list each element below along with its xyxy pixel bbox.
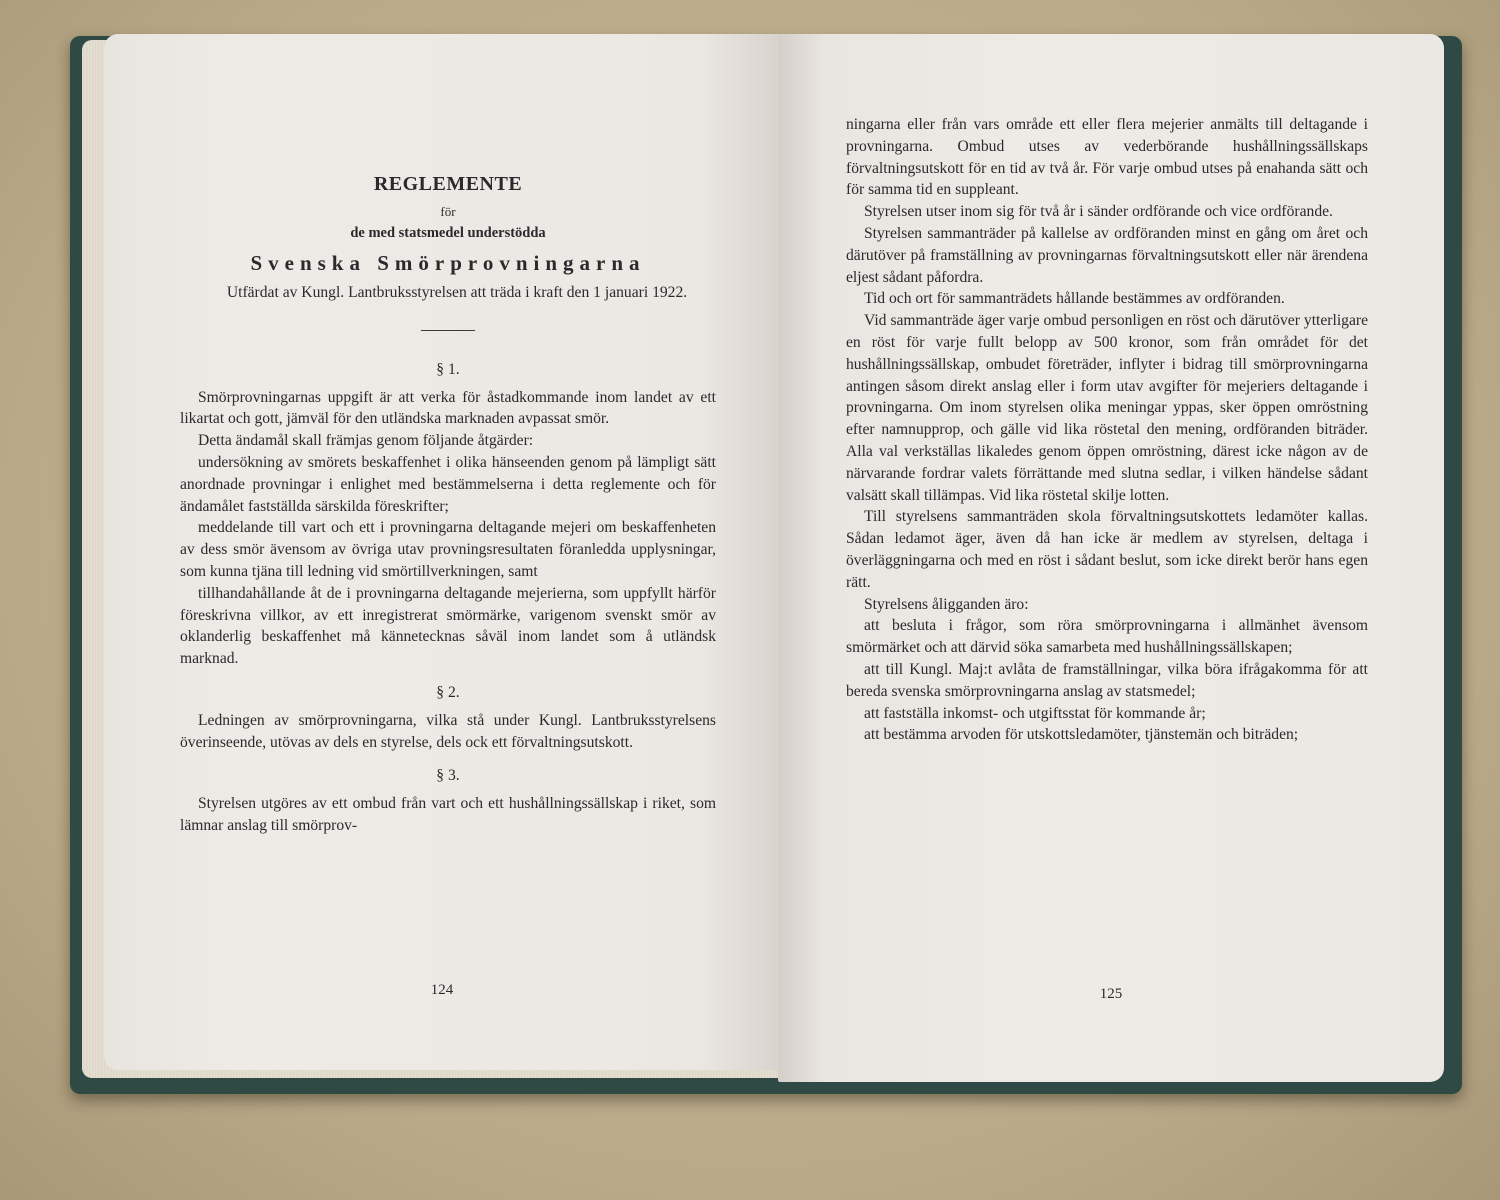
right-paragraph: ningarna eller från vars område ett eller flera mejerier anmälts till deltagande i provningarna. Ombud utses av vederbörande hushållningssällskaps förvaltningsutskott för en tid av två år. För varje ombud utses på enahanda sätt och för samma tid en suppleant. [846,116,1368,199]
right-paragraph: att fastställa inkomst- och utgiftsstat för kommande år; [864,704,1206,722]
right-page [778,34,1444,1082]
section-2-paragraph: Ledningen av smörprovningarna, vilka stå under Kungl. Lantbruksstyrelsens överinseende, utövas av dels en styrelse, dels ock ett förvaltningsutskott. [180,711,716,751]
section-1-paragraph: Detta ändamål skall främjas genom följande åtgärder: [198,432,534,450]
right-paragraph: Styrelsen utser inom sig för två år i sänder ordförande och vice ordförande. [864,203,1333,221]
right-paragraph: Till styrelsens sammanträden skola förvaltningsutskottets ledamöter kallas. Sådan ledamot äger, även då han icke är medlem av styrelsen, deltaga i överläggningarna och med en röst i sådant beslut, som icke direkt berör hans egen rätt. [846,508,1368,591]
left-page [104,34,780,1070]
right-paragraph: Styrelsens åligganden äro: [864,595,1029,613]
section-2-heading: § 2. [436,683,460,701]
left-text-column [180,174,716,837]
section-1-paragraph: Smörprovningarnas uppgift är att verka för åstadkommande inom landet av ett likartat och gott, jämväl för den utländska marknaden avpassat smör. [180,388,716,428]
right-paragraph: att bestämma arvoden för utskottsledamöter, tjänstemän och biträden; [864,726,1299,744]
section-1-paragraph: meddelande till vart och ett i provningarna deltagande mejeri om beskaffenheten av dess smör ävensom av övriga utav provningsresultaten föranledda upplysningar, som kunna tjäna till ledning vid smörtillverkningen, samt [180,519,716,580]
page-number-right: 125 [1099,986,1123,1002]
divider-rule [421,330,475,331]
right-text-column [846,114,1368,746]
section-1-heading: § 1. [436,360,460,378]
section-1-paragraph: tillhandahållande åt de i provningarna deltagande mejerierna, som uppfyllt härför föreskrivna villkor, av ett inregistrerat smörmärke, varigenom svenskt smör av oklanderlig beskaffenhet må kännetecknas såväl inom landet som å utländsk marknad. [180,584,716,668]
right-paragraph: Vid sammanträde äger varje ombud personligen en röst och därutöver ytterligare en röst för varje fullt belopp av 500 kronor, som från området för det hushållningssällskap, ombudet företräder, inflyter i bidrag till smörprovningarna antingen såsom direkt anslag eller i form utav avgifter för mejeriers deltagande i provningarna. Om inom styrelsen olika meningar yppas, sker öppen omröstning efter namnupprop, och gälle vid lika röstetal den mening, ordföranden biträder. Alla val verkställas likaledes genom öppen omröstning, därest icke någon av de närvarande fordrar valets förrättande med slutna sedlar, i vilken händelse sådant valsätt skall tillämpas. Vid lika röstetal skilje lotten. [846,312,1368,504]
title-for: för [440,203,456,219]
right-paragraph: Tid och ort för sammanträdets hållande bestämmes av ordföranden. [864,290,1285,308]
page-number-left: 124 [430,982,454,998]
right-paragraph: att till Kungl. Maj:t avlåta de framställningar, vilka böra ifrågakomma för att bereda svenska smörprovningarna anslag av statsmedel; [846,660,1368,700]
section-1-paragraph: undersökning av smörets beskaffenhet i olika hänseenden genom på lämpligt sätt anordnade provningar i enlighet med bestämmelserna i detta reglemente och för ändamålet fastställda särskilda föreskrifter; [180,453,716,515]
issued-statement: Utfärdat av Kungl. Lantbruksstyrelsen att träda i kraft den 1 januari 1922. [226,283,688,301]
section-3-heading: § 3. [436,767,460,785]
document-name: Svenska Smörprovningarna [250,250,646,275]
document-subtitle: de med statsmedel understödda [350,224,546,241]
right-paragraph: att besluta i frågor, som röra smörprovningarna i allmänhet ävensom smörmärket och att därvid söka samarbeta med hushållningssällskapen; [846,617,1368,657]
document-title: REGLEMENTE [373,173,523,195]
right-paragraph: Styrelsen sammanträder på kallelse av ordföranden minst en gång om året och därutöver på framställning av provningarnas förvaltningsutskott eller när ärendena eljest sådant påfordra. [846,224,1368,286]
section-3-paragraph: Styrelsen utgöres av ett ombud från vart och ett hushållningssällskap i riket, som lämnar anslag till smörprov- [180,795,716,834]
